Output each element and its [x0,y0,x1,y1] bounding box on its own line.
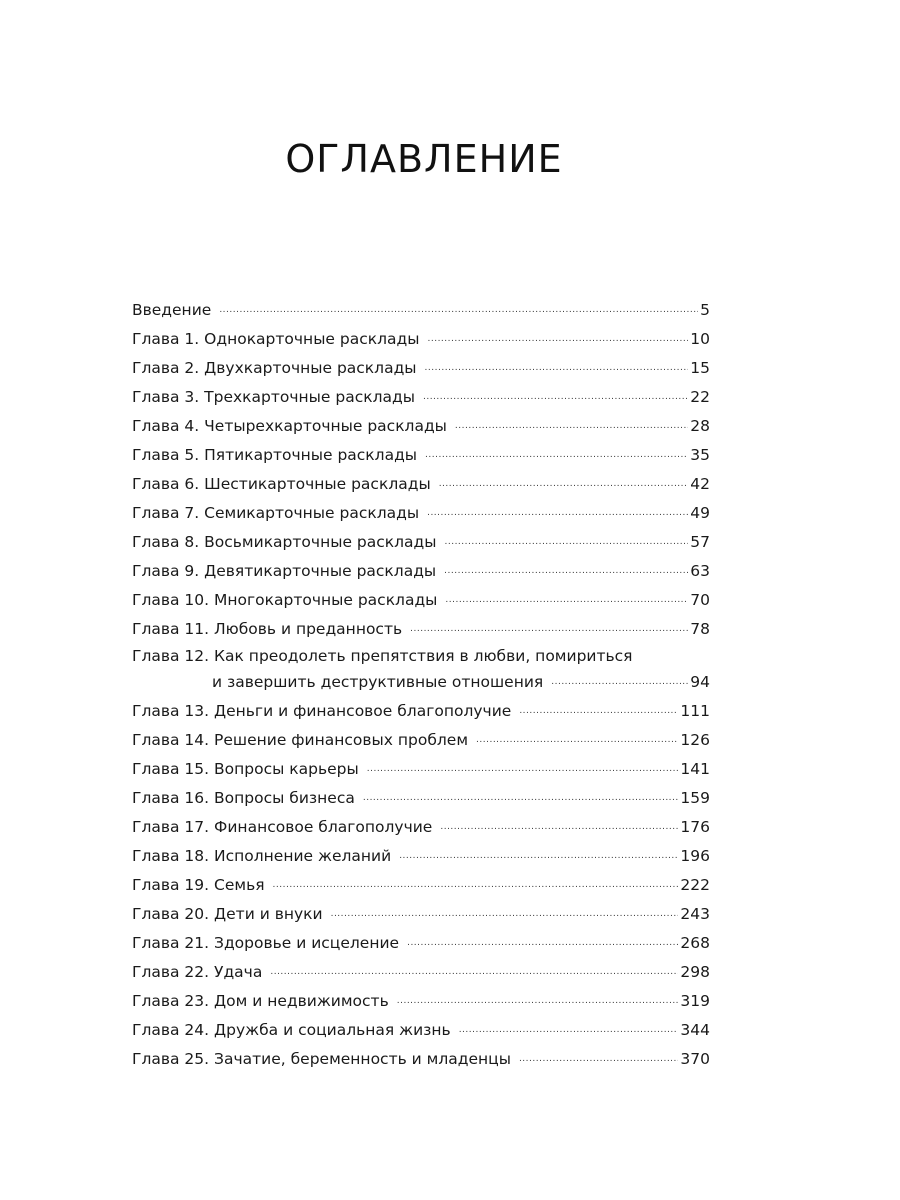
toc-entry[interactable] [132,615,710,644]
chapter-number: Глава 12. [132,647,210,665]
toc-entry[interactable] [132,1016,710,1045]
page-number: 268 [680,934,710,952]
page-number: 49 [690,504,710,522]
dot-leader [397,987,679,1016]
toc-entry[interactable] [132,900,710,929]
chapter-number: Глава 18. [132,847,210,865]
chapter-number: Глава 4. [132,417,200,435]
toc-entry[interactable] [132,697,710,726]
chapter-title: Двухкарточные расклады [204,359,417,377]
chapter-number: Глава 2. [132,359,200,377]
toc-entry[interactable] [132,354,710,383]
toc-entry[interactable] [132,842,710,871]
chapter-title: Зачатие, беременность и младенцы [214,1050,511,1068]
chapter-number: Глава 5. [132,446,200,464]
dot-leader [459,1016,679,1045]
toc-entry[interactable] [132,325,710,354]
toc-entry[interactable] [132,296,710,325]
dot-leader [551,668,688,697]
toc-entry[interactable] [132,987,710,1016]
chapter-title: Дом и недвижимость [214,992,389,1010]
toc-entry[interactable] [132,813,710,842]
page-number: 42 [690,475,710,493]
page-number: 22 [690,388,710,406]
page-number: 159 [680,789,710,807]
page-number: 57 [690,533,710,551]
chapter-number: Глава 21. [132,934,210,952]
chapter-title: Деньги и финансовое благополучие [214,702,512,720]
dot-leader [407,929,678,958]
chapter-title-continued: и завершить деструктивные отношения [212,673,544,691]
dot-leader [427,499,688,528]
chapter-number: Глава 14. [132,731,210,749]
page-number: 70 [690,591,710,609]
chapter-number: Глава 24. [132,1021,210,1039]
dot-leader [219,296,698,325]
toc-entry[interactable] [132,470,710,499]
page-number: 111 [680,702,710,720]
page-number: 141 [680,760,710,778]
chapter-title: Здоровье и исцеление [214,934,400,952]
chapter-title: Пятикарточные расклады [204,446,418,464]
toc-entry[interactable] [132,784,710,813]
dot-leader [410,615,688,644]
page-title: ОГЛАВЛЕНИЕ [285,137,563,181]
chapter-title: Восьмикарточные расклады [204,533,437,551]
page-number: 176 [680,818,710,836]
page-number: 28 [690,417,710,435]
dot-leader [425,354,689,383]
chapter-number: Глава 7. [132,504,200,522]
chapter-title: Дети и внуки [214,905,323,923]
chapter-title: Шестикарточные расклады [204,475,431,493]
page-number: 196 [680,847,710,865]
toc-entry[interactable] [132,726,710,755]
chapter-title: Решение финансовых проблем [214,731,469,749]
chapter-number: Глава 11. [132,620,210,638]
page-number: 94 [690,673,710,691]
chapter-number: Глава 15. [132,760,210,778]
toc-entry[interactable] [132,586,710,615]
toc-entry[interactable] [132,929,710,958]
chapter-title: Трехкарточные расклады [204,388,415,406]
chapter-number: Глава 1. [132,330,200,348]
dot-leader [439,470,689,499]
page-number: 370 [680,1050,710,1068]
chapter-number: Глава 10. [132,591,210,609]
chapter-number: Глава 17. [132,818,210,836]
chapter-title: Четырехкарточные расклады [204,417,447,435]
toc-entry[interactable] [132,383,710,412]
toc-entry[interactable] [132,644,710,697]
dot-leader [445,586,688,615]
page-number: 243 [680,905,710,923]
chapter-number: Глава 16. [132,789,210,807]
dot-leader [440,813,678,842]
toc-entry[interactable] [132,1045,710,1074]
dot-leader [399,842,678,871]
page-number: 5 [700,301,710,319]
dot-leader [519,697,678,726]
dot-leader [363,784,679,813]
chapter-number: Глава 25. [132,1050,210,1068]
page-number: 126 [680,731,710,749]
chapter-number: Глава 6. [132,475,200,493]
dot-leader [444,528,688,557]
dot-leader [425,441,688,470]
chapter-title: Многокарточные расклады [214,591,438,609]
page-number: 319 [680,992,710,1010]
chapter-title: Введение [132,301,212,319]
chapter-number: Глава 19. [132,876,210,894]
page-number: 10 [690,330,710,348]
page-number: 344 [680,1021,710,1039]
toc-entry[interactable] [132,499,710,528]
chapter-title: Семья [214,876,265,894]
dot-leader [331,900,679,929]
chapter-title: Семикарточные расклады [204,504,420,522]
chapter-title: Как преодолеть препятствия в любви, помириться [214,647,633,665]
dot-leader [423,383,688,412]
page-number: 63 [690,562,710,580]
dot-leader [270,958,678,987]
toc-entry[interactable] [132,871,710,900]
chapter-title: Вопросы карьеры [214,760,359,778]
chapter-number: Глава 9. [132,562,200,580]
chapter-title: Девятикарточные расклады [204,562,437,580]
chapter-number: Глава 22. [132,963,210,981]
page-number: 78 [690,620,710,638]
toc-entry[interactable] [132,412,710,441]
dot-leader [273,871,679,900]
dot-leader [476,726,678,755]
page-number: 222 [680,876,710,894]
chapter-number: Глава 20. [132,905,210,923]
chapter-title: Любовь и преданность [214,620,403,638]
dot-leader [367,755,679,784]
dot-leader [444,557,688,586]
chapter-title: Удача [214,963,263,981]
toc-entry[interactable] [132,958,710,987]
page-number: 15 [690,359,710,377]
dot-leader [427,325,688,354]
toc-entry[interactable] [132,755,710,784]
dot-leader [455,412,688,441]
chapter-title: Исполнение желаний [214,847,392,865]
toc-entry[interactable] [132,441,710,470]
chapter-number: Глава 3. [132,388,200,406]
chapter-title: Финансовое благополучие [214,818,433,836]
chapter-title: Вопросы бизнеса [214,789,355,807]
page-number: 35 [690,446,710,464]
dot-leader [519,1045,678,1074]
chapter-title: Дружба и социальная жизнь [214,1021,451,1039]
toc-entry[interactable] [132,557,710,586]
chapter-number: Глава 8. [132,533,200,551]
table-of-contents [132,296,710,1074]
chapter-number: Глава 23. [132,992,210,1010]
toc-entry[interactable] [132,528,710,557]
page-number: 298 [680,963,710,981]
chapter-title: Однокарточные расклады [204,330,420,348]
chapter-number: Глава 13. [132,702,210,720]
